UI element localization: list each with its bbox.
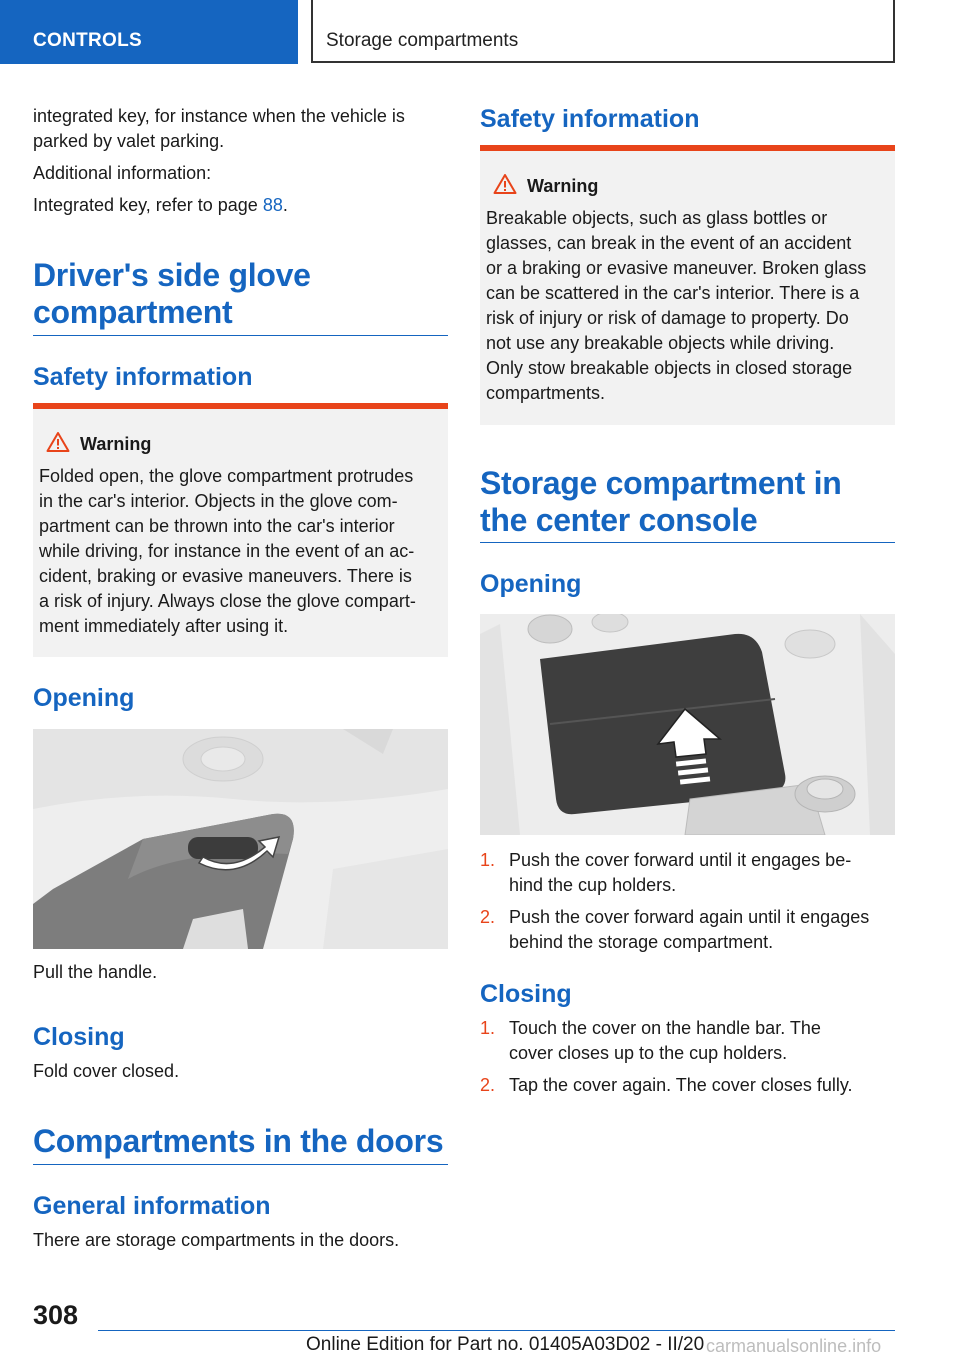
step-line: Tap the cover again. The cover closes fully. xyxy=(509,1075,853,1095)
step-line: behind the storage compartment. xyxy=(509,932,774,952)
section-tab xyxy=(0,0,298,64)
warning-line: not use any breakable objects while driving. xyxy=(486,333,835,353)
heading-glove-line-2: compartment xyxy=(33,294,233,330)
general-info-text: There are storage compartments in the doors. xyxy=(33,1230,400,1250)
footer-rule xyxy=(98,1330,895,1331)
heading-center-console xyxy=(480,465,841,539)
step-line: Push the cover forward until it engages be‐ xyxy=(509,850,852,870)
watermark: carmanualsonline.info xyxy=(706,1336,882,1356)
step-number: 1. xyxy=(480,1018,496,1038)
heading-console-line-1: Storage compartment in xyxy=(480,465,842,501)
warning-line: can be scattered in the car's interior. There is a xyxy=(486,283,860,303)
section-label: CONTROLS xyxy=(33,30,143,51)
warning-line: glasses, can break in the event of an accident xyxy=(486,233,852,253)
heading-safety-information: Safety information xyxy=(33,363,253,391)
warning-triangle-icon xyxy=(493,173,517,195)
warning-box xyxy=(33,403,448,657)
warning-line: while driving, for instance in the event of an ac‐ xyxy=(39,541,415,561)
warning-line: compartments. xyxy=(486,383,606,403)
additional-info-label: Additional information: xyxy=(33,163,212,183)
warning-line: cident, braking or evasive maneuvers. There is xyxy=(39,566,412,586)
glove-compartment-illustration xyxy=(33,729,448,949)
warning-label: Warning xyxy=(527,176,599,196)
step-text xyxy=(509,1073,895,1098)
pull-handle-text: Pull the handle. xyxy=(33,962,158,982)
warning-line: risk of injury or risk of damage to property. Do xyxy=(486,308,849,328)
warning-line: partment can be thrown into the car's interior xyxy=(39,516,395,536)
edition-text: Online Edition for Part no. 01405A03D02 - II/20 xyxy=(306,1334,705,1355)
heading-console-line-2: the center console xyxy=(480,502,758,538)
step-text xyxy=(509,905,895,955)
heading-opening: Opening xyxy=(33,684,135,712)
warning-triangle-icon xyxy=(46,431,70,453)
page-header xyxy=(311,0,895,63)
warning-line: Breakable objects, such as glass bottles or xyxy=(486,208,828,228)
warning-box xyxy=(480,145,895,425)
page-number: 308 xyxy=(33,1300,79,1330)
step-text xyxy=(509,848,895,898)
warning-line: ment immediately after using it. xyxy=(39,616,289,636)
warning-line: or a braking or evasive maneuver. Broken glass xyxy=(486,258,867,278)
heading-rule xyxy=(33,1164,448,1165)
warning-text xyxy=(39,464,442,639)
center-console-illustration xyxy=(480,614,895,835)
heading-general-information: General information xyxy=(33,1192,271,1220)
warning-line: Folded open, the glove compartment protrudes xyxy=(39,466,414,486)
warning-line: Only stow breakable objects in closed storage xyxy=(486,358,853,378)
step-line: Touch the cover on the handle bar. The xyxy=(509,1018,821,1038)
page-reference-end: . xyxy=(282,195,288,215)
heading-rule xyxy=(33,335,448,336)
step-line: cover closes up to the cup holders. xyxy=(509,1043,788,1063)
step-line: hind the cup holders. xyxy=(509,875,677,895)
heading-opening: Opening xyxy=(480,570,582,598)
warning-label: Warning xyxy=(80,434,152,454)
warning-text xyxy=(486,206,889,406)
warning-line: a risk of injury. Always close the glove compart‐ xyxy=(39,591,416,611)
heading-rule xyxy=(480,542,895,543)
heading-safety-information: Safety information xyxy=(480,105,700,133)
intro-line-1: integrated key, for instance when the vehicle is xyxy=(33,106,405,126)
page-reference-text: Integrated key, refer to page xyxy=(33,195,263,215)
heading-compartments-doors: Compartments in the doors xyxy=(33,1123,444,1159)
page-reference xyxy=(33,193,288,218)
step-number: 1. xyxy=(480,850,496,870)
fold-closed-text: Fold cover closed. xyxy=(33,1061,180,1081)
page-header-title: Storage compartments xyxy=(326,30,519,51)
warning-line: in the car's interior. Objects in the glove com‐ xyxy=(39,491,398,511)
page-reference-link[interactable]: 88 xyxy=(262,195,283,215)
step-line: Push the cover forward again until it engages xyxy=(509,907,870,927)
intro-line-2: parked by valet parking. xyxy=(33,131,225,151)
step-text xyxy=(509,1016,895,1066)
step-number: 2. xyxy=(480,907,496,927)
step-number: 2. xyxy=(480,1075,496,1095)
heading-closing: Closing xyxy=(480,980,572,1008)
heading-glove-line-1: Driver's side glove xyxy=(33,257,311,293)
heading-closing: Closing xyxy=(33,1023,125,1051)
heading-glove-compartment xyxy=(33,257,311,331)
